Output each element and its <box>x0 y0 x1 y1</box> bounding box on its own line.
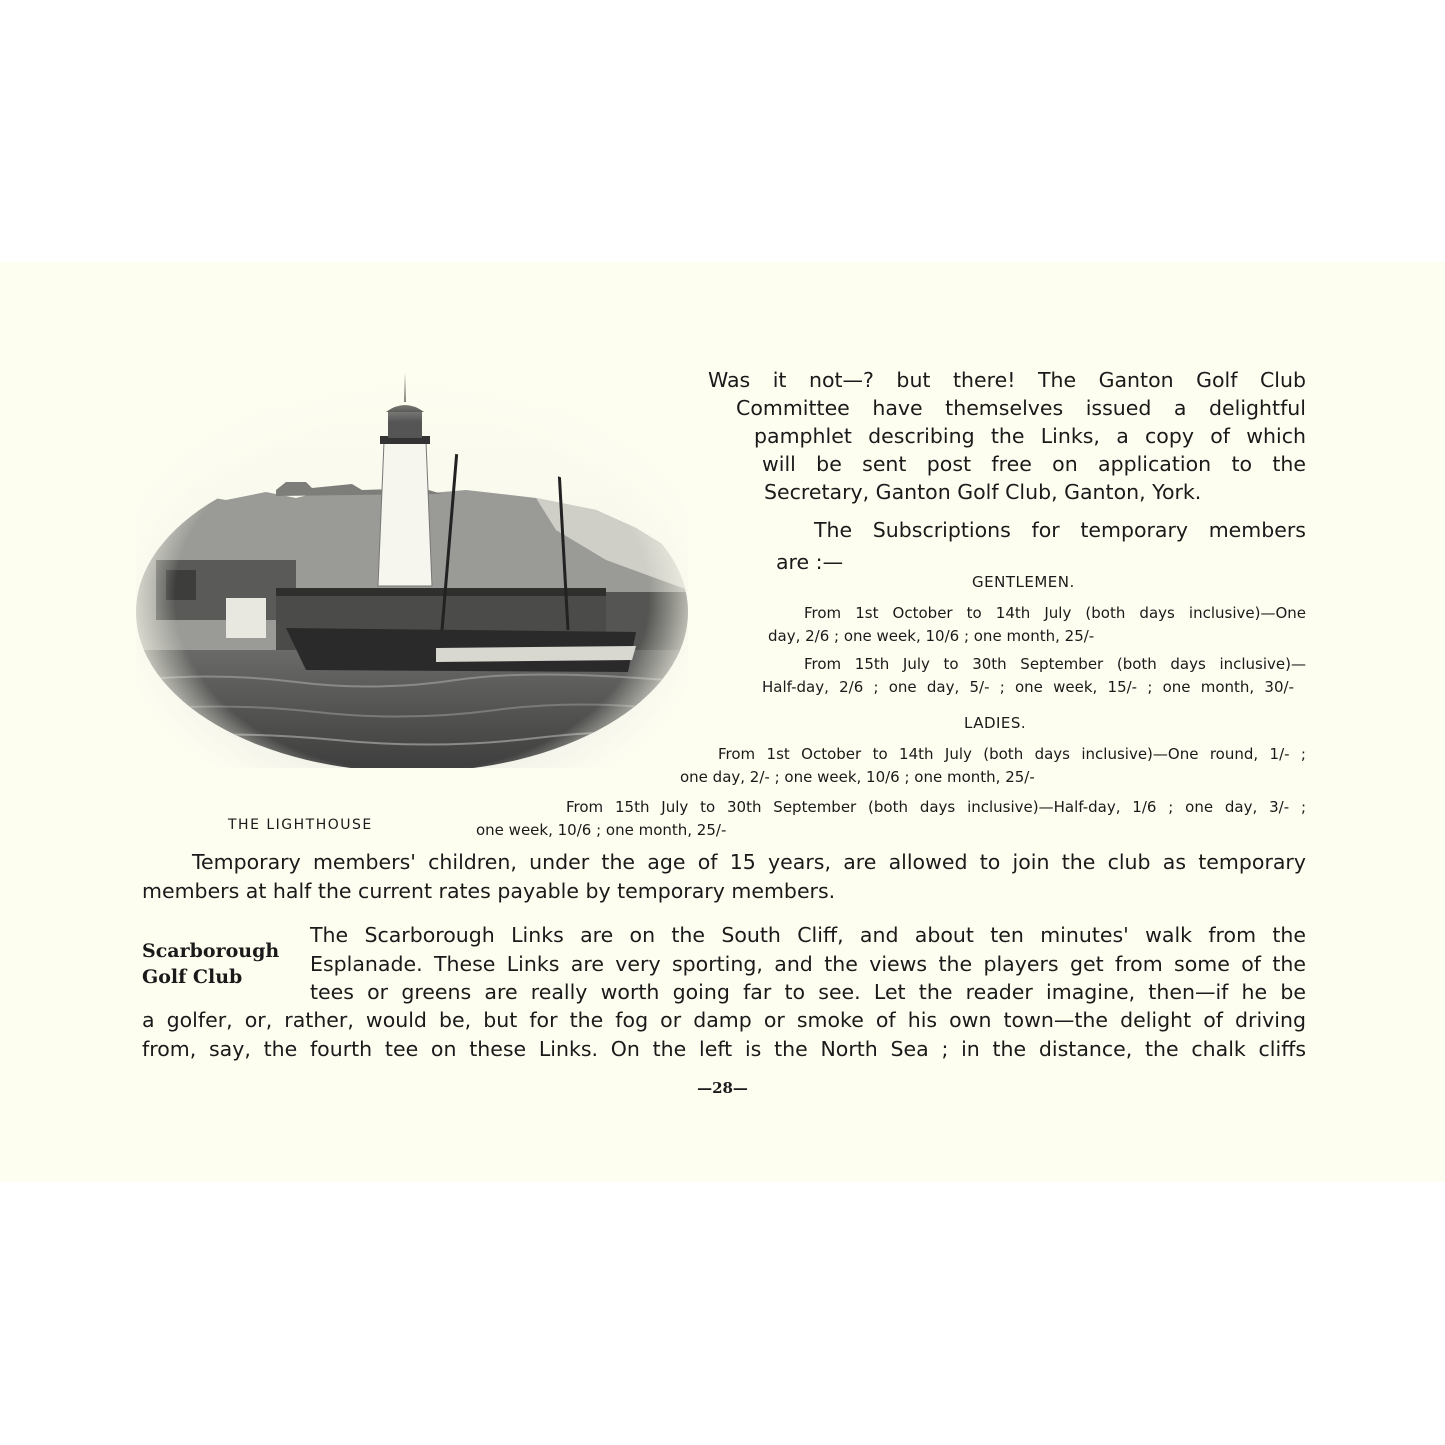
photo-caption: THE LIGHTHOUSE <box>228 817 373 833</box>
paragraph-line: Esplanade. These Links are very sporting, and the views the players get from some of the <box>310 951 1306 976</box>
rate-line: one day, 2/- ; one week, 10/6 ; one month, 25/- <box>680 768 1035 786</box>
gentlemen-rate-winter <box>804 602 1306 625</box>
intro-line: pamphlet describing the Links, a copy of which <box>754 424 1306 448</box>
rate-line: Half-day, 2/6 ; one day, 5/- ; one week, 15/- ; one month, 30/- <box>762 678 1294 696</box>
intro-line: will be sent post free on application to the <box>762 452 1306 476</box>
paragraph-line: members at half the current rates payable by temporary members. <box>142 878 836 903</box>
paragraph-line: a golfer, or, rather, would be, but for the fog or damp or smoke of his own town—the delight of driving <box>142 1008 1306 1032</box>
rate-line: From 1st October to 14th July (both days inclusive)—One <box>804 604 1306 622</box>
side-heading-line: Scarborough <box>142 940 280 962</box>
rate-line: day, 2/6 ; one week, 10/6 ; one month, 25/- <box>768 627 1095 645</box>
rate-line: From 15th July to 30th September (both days inclusive)— <box>804 655 1306 673</box>
subscriptions-line: are :— <box>776 550 844 574</box>
paragraph-line: tees or greens are really worth going far to see. Let the reader imagine, then—if he be <box>310 980 1306 1004</box>
rate-line: From 15th July to 30th September (both days inclusive)—Half-day, 1/6 ; one day, 3/- ; <box>566 798 1306 816</box>
intro-line: Committee have themselves issued a delightful <box>736 396 1306 420</box>
ladies-rate-winter <box>718 743 1306 766</box>
gentlemen-rate-summer-cont <box>762 676 1294 699</box>
rate-line: one week, 10/6 ; one month, 25/- <box>476 821 727 839</box>
intro-line: Was it not—? but there! The Ganton Golf Club <box>708 368 1306 392</box>
rate-line: From 1st October to 14th July (both days inclusive)—One round, 1/- ; <box>718 745 1306 763</box>
side-heading-line: Golf Club <box>142 966 243 988</box>
gentlemen-heading: GENTLEMEN. <box>972 573 1075 591</box>
intro-line: Secretary, Ganton Golf Club, Ganton, York. <box>764 480 1202 504</box>
subscriptions-line: The Subscriptions for temporary members <box>814 518 1306 542</box>
scarborough-paragraph-top <box>310 921 1306 1007</box>
scarborough-paragraph-bottom <box>142 1006 1306 1063</box>
paragraph-line: from, say, the fourth tee on these Links. On the left is the North Sea ; in the distance, the chalk cliffs <box>142 1036 1306 1061</box>
paragraph-line: The Scarborough Links are on the South Cliff, and about ten minutes' walk from the <box>310 923 1306 947</box>
ladies-rate-summer-cont <box>476 819 776 842</box>
gentlemen-rate-winter-cont <box>768 625 1168 648</box>
paragraph-line: Temporary members' children, under the age of 15 years, are allowed to join the club as temporary <box>192 850 1306 874</box>
ladies-rate-winter-cont <box>680 766 1074 789</box>
ladies-rate-summer <box>566 796 1306 819</box>
page-number: —28— <box>697 1079 748 1097</box>
lighthouse-photo <box>136 360 688 768</box>
ladies-heading: LADIES. <box>964 714 1027 732</box>
children-paragraph <box>142 848 1306 905</box>
gentlemen-rate-summer <box>804 653 1306 676</box>
scarborough-side-heading <box>142 938 279 990</box>
